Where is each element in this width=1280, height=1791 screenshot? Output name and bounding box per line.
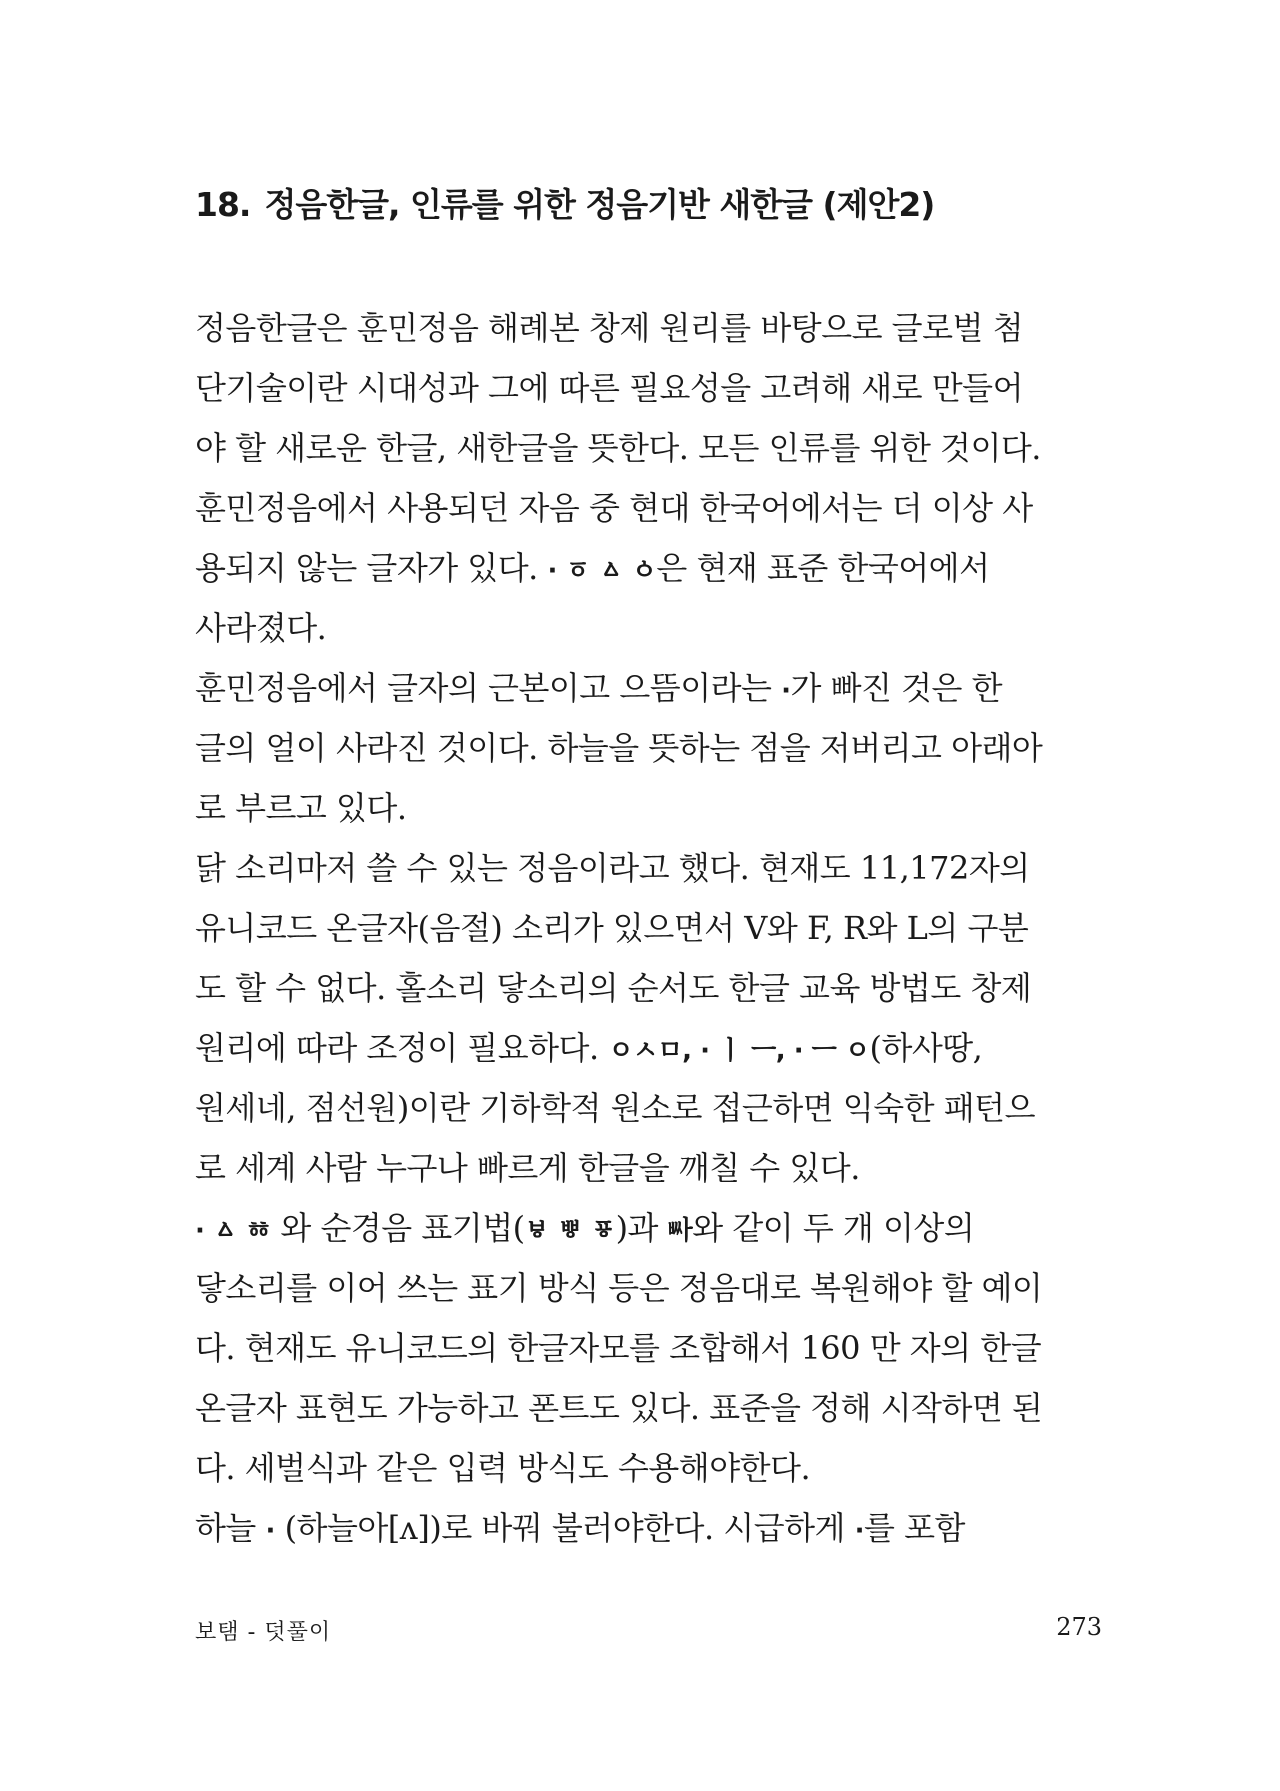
text-line [195, 1498, 1095, 1558]
text-segment: (하사땅, [869, 1029, 983, 1067]
text-line: 사라졌다. [195, 609, 327, 647]
section-heading [195, 183, 1095, 227]
labiodental-jamo-glyphs: ㅸ ㅹ ㆄ [524, 1216, 616, 1246]
text-line: 온글자 표현도 가능하고 폰트도 있다. 표준을 정해 시작하면 된 [195, 1389, 1043, 1427]
page-number: 273 [1056, 1613, 1102, 1641]
text-segment: 훈민정음에서 글자의 근본이고 으뜸이라는 [195, 669, 782, 707]
arae-a-glyph: · [781, 676, 791, 706]
section-title: 정음한글, 인류를 위한 정음기반 새한글 (제안2) [264, 185, 935, 224]
text-segment: 원리에 따라 조정이 필요하다. [195, 1029, 609, 1067]
text-segment: )과 [615, 1209, 668, 1247]
text-segment: 하늘 [195, 1509, 266, 1547]
text-segment: 와 순경음 표기법( [270, 1209, 525, 1247]
arae-a-glyph: · [854, 1516, 865, 1546]
text-segment: 가 빠진 것은 한 [790, 669, 1002, 707]
text-line: 닭 소리마저 쓸 수 있는 정음이라고 했다. 현재도 11,172자의 [195, 849, 1030, 887]
text-line: 정음한글은 훈민정음 해례본 창제 원리를 바탕으로 글로벌 첨 [195, 309, 1024, 347]
text-segment: (하늘아[ʌ])로 바꿔 불러야한다. 시급하게 [274, 1509, 855, 1547]
text-segment: 용되지 않는 글자가 있다. [195, 549, 548, 587]
text-line: 글의 얼이 사라진 것이다. 하늘을 뜻하는 점을 저버리고 아래아 [195, 729, 1043, 767]
section-number: 18. [195, 185, 251, 224]
text-line [195, 538, 1095, 598]
cluster-syllable-glyph: ᄥᅡ [667, 1216, 693, 1246]
archaic-jamo-glyphs: · ㆆ ㅿ ㆁ [547, 556, 657, 586]
text-line: 닿소리를 이어 쓰는 표기 방식 등은 정음대로 복원해야 할 예이 [195, 1269, 1043, 1307]
geometric-jamo-glyphs: ㅇㅅㅁ, · ㅣ ㅡ, · ㅡ ㅇ [608, 1036, 870, 1066]
text-line [195, 658, 1095, 718]
text-line: 도 할 수 없다. 홀소리 닿소리의 순서도 한글 교육 방법도 창제 [195, 969, 1032, 1007]
text-line [195, 1018, 1095, 1078]
body-text [195, 298, 1095, 1558]
text-segment: 와 같이 두 개 이상의 [692, 1209, 975, 1247]
text-line: 훈민정음에서 사용되던 자음 중 현대 한국어에서는 더 이상 사 [195, 489, 1033, 527]
text-line: 다. 현재도 유니코드의 한글자모를 조합해서 160 만 자의 한글 [195, 1329, 1042, 1367]
text-line: 유니코드 온글자(음절) 소리가 있으면서 V와 F, R와 L의 구분 [195, 909, 1029, 947]
arae-a-glyph: · [265, 1516, 275, 1546]
text-line [195, 1198, 1095, 1258]
text-segment: 은 현재 표준 한국어에서 [656, 549, 990, 587]
text-line: 원세네, 점선원)이란 기하학적 원소로 접근하면 익숙한 패턴으 [195, 1089, 1035, 1127]
text-line: 야 할 새로운 한글, 새한글을 뜻한다. 모든 인류를 위한 것이다. [195, 429, 1041, 467]
running-footer: 보탬 - 덧풀이 [195, 1620, 332, 1645]
text-line: 단기술이란 시대성과 그에 따른 필요성을 고려해 새로 만들어 [195, 369, 1024, 407]
text-line: 다. 세벌식과 같은 입력 방식도 수용해야한다. [195, 1449, 811, 1487]
text-line: 로 세계 사람 누구나 빠르게 한글을 깨칠 수 있다. [195, 1149, 860, 1187]
archaic-jamo-glyphs: · ㅿ ㆅ [195, 1216, 271, 1246]
text-segment: 를 포함 [864, 1509, 965, 1547]
text-line: 로 부르고 있다. [195, 789, 407, 827]
